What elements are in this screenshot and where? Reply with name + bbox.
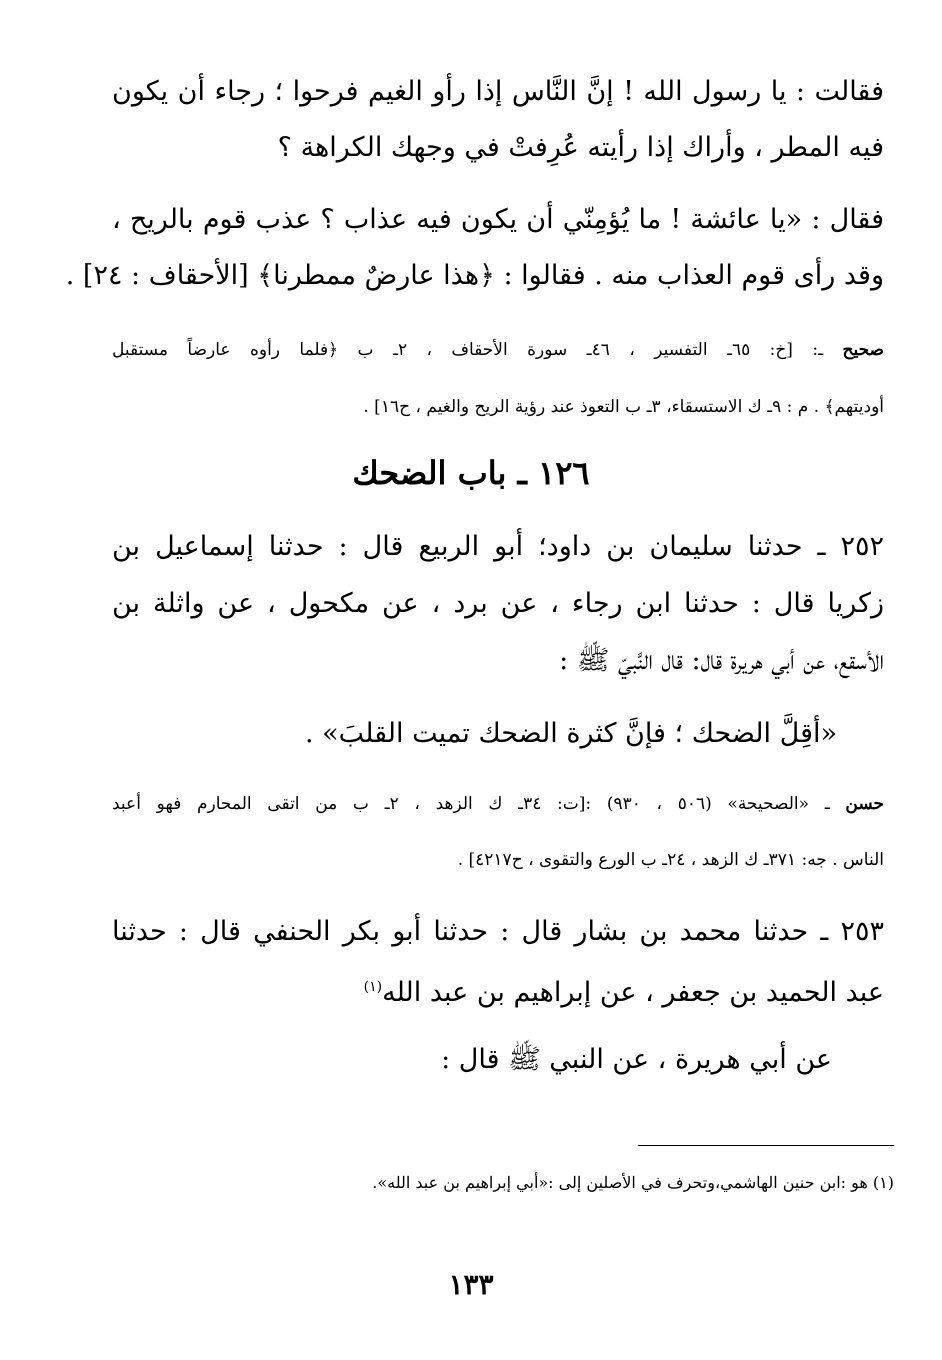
text-line: فقالت : يا رسول الله ! إنَّ النَّاس إذا رأو الغيم فرحوا ؛ رجاء أن يكون: [112, 76, 884, 107]
grading-note: [112, 336, 884, 364]
footnote-divider: [638, 1145, 894, 1146]
text-line: فيه المطر ، وأراك إذا رأيته عُرِفتْ في وجهك الكراهة ؟: [277, 132, 884, 163]
grading-note: أوديتهم﴾ . م : ٩ـ ك الاستسقاء، ٣ـ ب التعوذ عند رؤية الريح والغيم ، ح١٦] .: [363, 397, 884, 417]
text-line: ٢٥٢ ـ حدثنا سليمان بن داود؛ أبو الربيع قال : حدثنا إسماعيل بن: [112, 531, 884, 562]
footnote: (١) هو :ابن حنين الهاشمي،وتحرف في الأصلين إلى :«أبي إبراهيم بن عبد الله».: [372, 1173, 894, 1192]
text-line: [364, 967, 884, 1013]
text-line: وقد رأى قوم العذاب منه . فقالوا : ﴿هذا عارضٌ ممطرنا﴾ [الأحقاف : ٢٤] .: [65, 260, 884, 291]
text-line: الأسقع، عن أبي هريرة قال: قال النَّبيّ ﷺ :: [559, 645, 884, 676]
grading-note: الناس . جه: ٣٧١ـ ك الزهد ، ٢٤ـ ب الورع والتقوى ، ح٤٢١٧] .: [457, 850, 884, 870]
hadith-quote: «أقِلَّ الضحك ؛ فإنَّ كثرة الضحك تميت القلبَ» .: [305, 718, 837, 749]
grading-text: ـ «الصحيحة» (٥٠٦ ، ٩٣٠) :[ت: ٣٤ـ ك الزهد ، ٢ـ ب من اتقى المحارم فهو أعبد: [112, 794, 830, 814]
text-line: ٢٥٣ ـ حدثنا محمد بن بشار قال : حدثنا أبو بكر الحنفي قال : حدثنا: [112, 916, 884, 947]
page-number: ١٣٣: [448, 1268, 494, 1301]
grading-text: ـ: [خ: ٦٥ـ التفسير ، ٤٦ـ سورة الأحقاف ، ٢ـ ب ﴿فلما رأوه عارضاً مستقبل: [112, 340, 824, 360]
text-line: عن أبي هريرة ، عن النبي ﷺ قال :: [441, 1044, 832, 1075]
grading-note: [112, 790, 884, 818]
grade-label: صحيح: [842, 340, 884, 360]
text-span: عبد الحميد بن جعفر ، عن إبراهيم بن عبد الله: [382, 977, 884, 1008]
text-line: فقال : «يا عائشة ! ما يُؤمِنّي أن يكون فيه عذاب ؟ عذب قوم بالريح ،: [112, 204, 884, 235]
grade-label: حسن: [845, 794, 885, 814]
chapter-heading: ١٢٦ ـ باب الضحك: [352, 454, 590, 492]
text-line: زكريا قال : حدثنا ابن رجاء ، عن برد ، عن مكحول ، عن واثلة بن: [112, 588, 884, 619]
footnote-reference: (١): [363, 979, 383, 995]
